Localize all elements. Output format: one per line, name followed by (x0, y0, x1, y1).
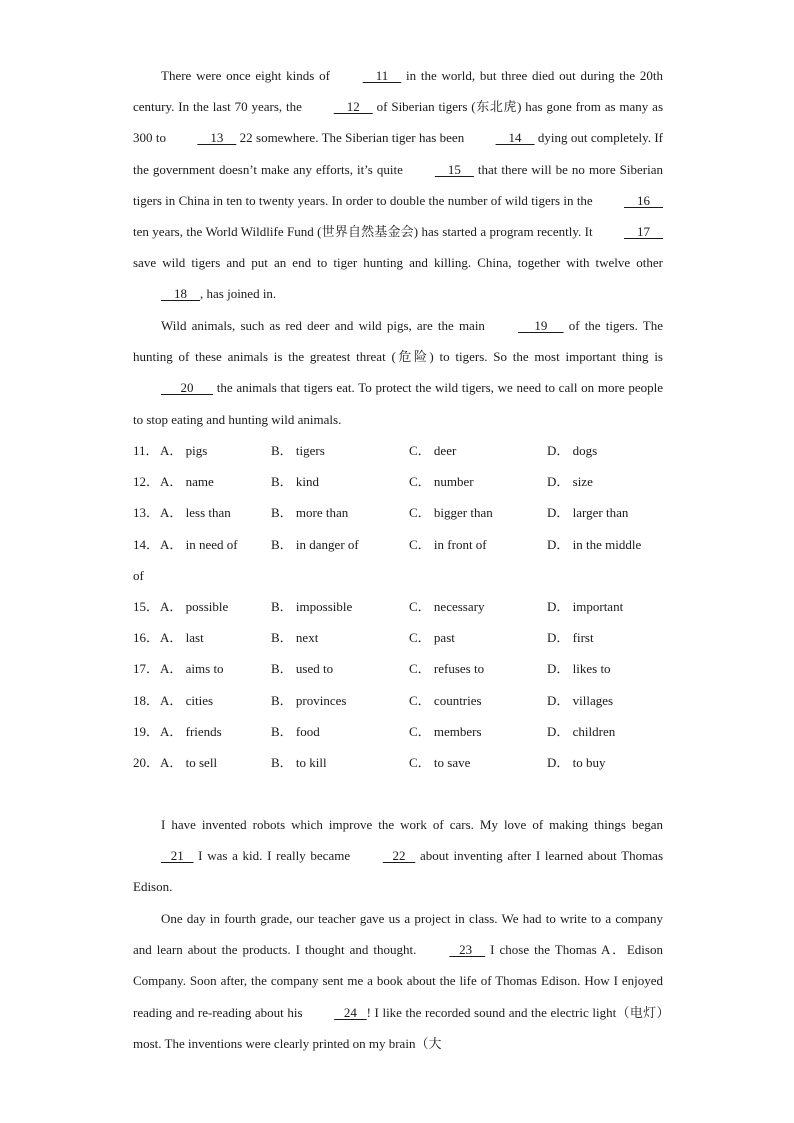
option-a: A． in need of (160, 536, 238, 552)
passage-text: ten years, the World Wildlife Fund (世界自然基金会) has started a program recently. It (133, 224, 596, 240)
option-c: C． necessary (409, 598, 485, 614)
option-c: C． refuses to (409, 661, 485, 677)
passage-text: One day in fourth grade, our teacher gave us a project in class. We had to write to a company and learn about the products. I thought and thought. (133, 911, 663, 958)
answer-blank: 15 (434, 161, 474, 177)
option-a: A． friends (160, 723, 222, 739)
passage-text: There were once eight kinds of (161, 68, 335, 83)
passage1-paragraph1 (133, 60, 663, 310)
option-d: D． in the middle (547, 536, 642, 552)
option-a: A． last (160, 630, 204, 646)
answer-blank: 20 (161, 380, 213, 396)
option-b: B． used to (271, 661, 334, 677)
question-row (133, 435, 673, 466)
option-c: C． number (409, 474, 474, 490)
question-number: 18． (133, 692, 160, 708)
question-number: 15． (133, 598, 160, 614)
passage-text: I chose the Thomas A．Edison Company. Soon after, the company sent me a book about the life of Thomas Edison. How I enjoyed reading and re-reading about his (133, 942, 663, 1020)
question-number: 20． (133, 754, 160, 770)
option-b: B． kind (271, 474, 320, 490)
question-row (133, 466, 673, 497)
option-d: D． larger than (547, 505, 629, 521)
option-d: D． first (547, 630, 594, 646)
passage-text: about inventing after I learned about Thomas Edison. (133, 848, 664, 895)
answer-blank: 13 (197, 130, 237, 146)
option-d: D． villages (547, 692, 614, 708)
passage2-paragraph1 (133, 809, 663, 903)
option-c: C． past (409, 630, 455, 646)
passage-text: 22 somewhere. The Siberian tiger has been (236, 130, 468, 146)
option-b: B． more than (271, 505, 349, 521)
passage-text: I was a kid. I really became (193, 848, 355, 864)
option-a: A． possible (160, 598, 229, 614)
answer-blank: 24 (334, 1004, 367, 1020)
passage-text: I have invented robots which improve the work of cars. My love of making things began (161, 817, 663, 832)
option-b: B． provinces (271, 692, 347, 708)
passage-text: dying out completely. If the government doesn’t make any efforts, it’s quite (133, 130, 663, 177)
option-a: A． pigs (160, 443, 208, 458)
question-number: 17． (133, 661, 160, 677)
question-row (133, 716, 673, 747)
question-row (133, 591, 673, 622)
question-number: 19． (133, 723, 160, 739)
option-b: B． next (271, 630, 319, 646)
question-row (133, 685, 673, 716)
passage-text: in the world, but three died out during the 20th century. In the last 70 years, the (133, 68, 663, 115)
question-number: 16． (133, 630, 160, 646)
passage-text: of the tigers. The hunting of these animals is the greatest threat (危险) to tigers. So the most important thing is (133, 318, 663, 365)
option-d: D． likes to (547, 661, 611, 677)
question-row (133, 653, 673, 684)
option-c: C． in front of (409, 536, 487, 552)
answer-blank: 16 (624, 192, 663, 208)
question-list (133, 435, 673, 778)
option-c: C． bigger than (409, 505, 493, 521)
answer-blank: 11 (362, 68, 402, 83)
answer-blank: 17 (624, 224, 663, 240)
answer-blank: 18 (161, 286, 200, 302)
answer-blank: 22 (382, 848, 416, 864)
passage-text: that there will be no more Siberian tigers in China in ten to twenty years. In order to double the number of wild tigers in the (133, 161, 663, 208)
answer-blank: 14 (495, 130, 535, 146)
question-row (133, 747, 673, 778)
option-a: A． cities (160, 692, 214, 708)
question-row (133, 497, 673, 528)
question-row (133, 529, 673, 560)
passage-text: the animals that tigers eat. To protect the wild tigers, we need to call on more people to stop eating and hunting wild animals. (133, 380, 663, 427)
option-c: C． deer (409, 443, 457, 458)
option-d: D． to buy (547, 754, 606, 770)
passage-text: ! I like the recorded sound and the electric light（电灯）most. The inventions were clearly printed on my brain（大 (133, 1004, 664, 1051)
question-row (133, 622, 673, 653)
passage-text: , has joined in. (200, 286, 277, 302)
answer-blank: 23 (449, 942, 486, 958)
option-c: C． countries (409, 692, 482, 708)
option-wrap-text: of (133, 567, 144, 583)
option-a: A． less than (160, 505, 231, 521)
option-c: C． to save (409, 754, 471, 770)
passage1-paragraph2 (133, 310, 663, 435)
question-number: 12． (133, 474, 160, 490)
passage2-paragraph2 (133, 903, 663, 1059)
passage-text: Wild animals, such as red deer and wild pigs, are the main (161, 318, 491, 333)
question-number: 14． (133, 536, 160, 552)
question-number: 13． (133, 505, 160, 521)
answer-blank: 21 (161, 848, 194, 864)
question-number: 11． (133, 443, 159, 458)
option-d: D． dogs (547, 443, 598, 458)
passage-text: save wild tigers and put an end to tiger hunting and killing. China, together with twelve other (133, 255, 663, 271)
option-c: C． members (409, 723, 482, 739)
answer-blank: 12 (333, 99, 373, 115)
option-a: A． to sell (160, 754, 218, 770)
answer-blank: 19 (518, 318, 564, 333)
option-b: B． to kill (271, 754, 327, 770)
passage-text: of Siberian tigers (东北虎) has gone from as many as 300 to (133, 99, 663, 146)
option-d: D． children (547, 723, 616, 739)
option-b: B． impossible (271, 598, 353, 614)
option-b: B． tigers (271, 443, 325, 458)
option-a: A． name (160, 474, 214, 490)
option-b: B． in danger of (271, 536, 359, 552)
option-d: D． size (547, 474, 593, 490)
option-b: B． food (271, 723, 320, 739)
option-a: A． aims to (160, 661, 224, 677)
option-d: D． important (547, 598, 624, 614)
